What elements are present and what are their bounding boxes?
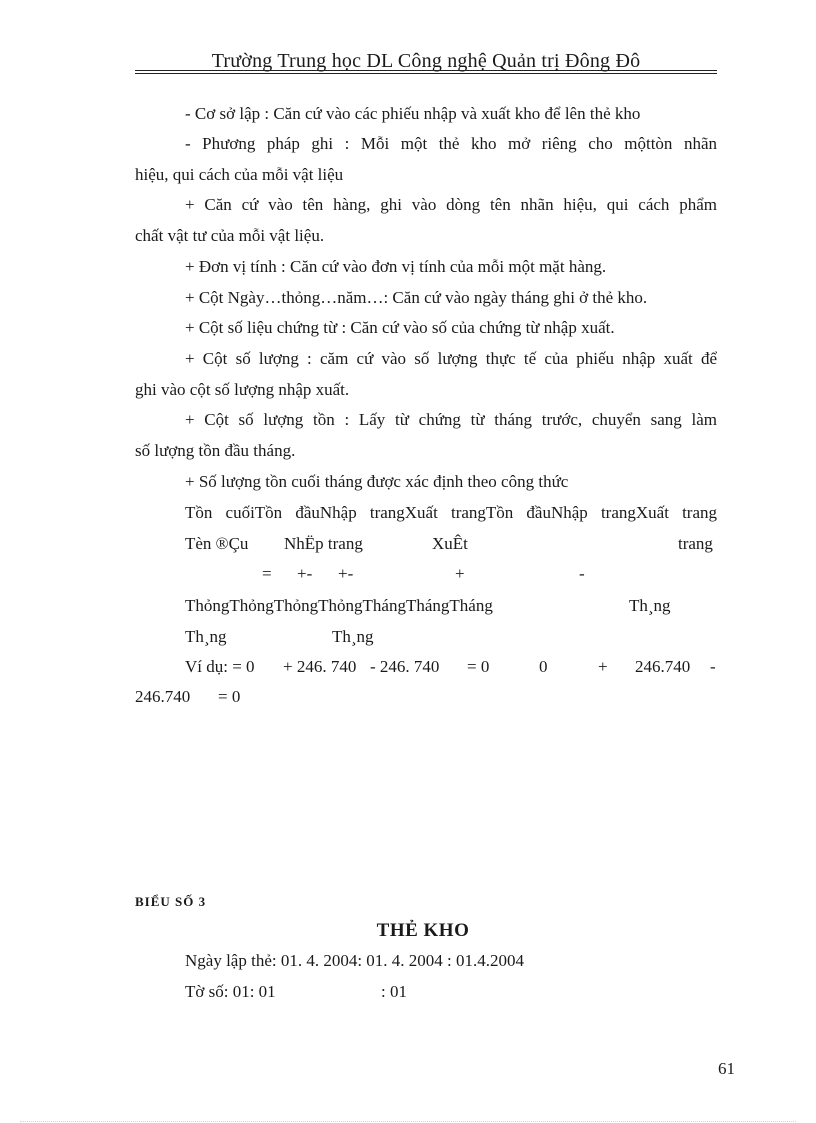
example-term-2: - 246. 740 xyxy=(370,657,440,676)
example-term-5: + xyxy=(598,657,608,676)
formula-row-4-b: Th¸ng xyxy=(629,596,671,615)
example-term-3: = 0 xyxy=(467,657,490,676)
formula-row-3-plus: + xyxy=(455,564,465,583)
body-line-7: + Cột Ngày…thỏng…năm…: Căn cứ vào ngày tháng ghi ở thẻ kho. xyxy=(185,288,648,307)
body-line-5: chất vật tư của mỗi vật liệu. xyxy=(135,226,325,245)
footer-divider xyxy=(20,1121,796,1122)
body-line-10: ghi vào cột số lượng nhập xuất. xyxy=(135,380,350,399)
formula-row-2-b: NhËp trang xyxy=(284,534,363,553)
body-line-8: + Cột số liệu chứng từ : Căn cứ vào số của chứng từ nhập xuất. xyxy=(185,318,615,337)
example-term-6: 246.740 xyxy=(635,657,691,676)
formula-row-3-minus: - xyxy=(579,564,585,583)
example-label: Ví dụ: = 0 xyxy=(185,657,255,676)
page-number: 61 xyxy=(718,1059,735,1078)
body-line-4: + Căn cứ vào tên hàng, ghi vào dòng tên nhãn hiệu, qui cách phẩm xyxy=(185,195,717,214)
header-rule-top xyxy=(135,70,717,71)
formula-row-3-eq: = xyxy=(262,564,272,583)
formula-row-1: Tồn cuốiTồn đầuNhập trangXuất trangTồn đầuNhập trangXuất trang xyxy=(185,503,717,522)
example-term-7: - xyxy=(710,657,716,676)
body-line-1: - Cơ sở lập : Căn cứ vào các phiếu nhập và xuất kho để lên thẻ kho xyxy=(185,104,641,123)
sheet-number-b: : 01 xyxy=(381,982,407,1001)
body-line-9: + Cột số lượng : căm cứ vào số lượng thực tế của phiếu nhập xuất để xyxy=(185,349,717,368)
section-title: THẺ KHO xyxy=(376,920,470,941)
body-line-6: + Đơn vị tính : Căn cứ vào đơn vị tính của mỗi một mặt hàng. xyxy=(185,257,607,276)
section-label: BIỂU SỐ 3 xyxy=(135,894,207,909)
example-line-2-a: 246.740 xyxy=(135,687,191,706)
sheet-number-a: Tờ số: 01: 01 xyxy=(185,982,276,1001)
body-line-12: số lượng tồn đầu tháng. xyxy=(135,441,296,460)
header-rule-bottom xyxy=(135,73,717,74)
body-line-3: hiệu, qui cách của mỗi vật liệu xyxy=(135,165,344,184)
body-line-11: + Cột số lượng tồn : Lấy từ chứng từ tháng trước, chuyển sang làm xyxy=(185,410,717,429)
formula-row-2-a: Tèn ®Çu xyxy=(185,534,249,553)
example-term-1: + 246. 740 xyxy=(283,657,357,676)
formula-row-5-b: Th¸ng xyxy=(332,627,374,646)
example-term-4: 0 xyxy=(539,657,548,676)
formula-row-3-pm-2: +- xyxy=(338,564,354,583)
page-header-title: Trường Trung học DL Công nghệ Quản trị Đông Đô xyxy=(211,50,641,72)
body-line-2: - Phương pháp ghi : Mỗi một thẻ kho mở riêng cho mộttòn nhãn xyxy=(185,134,717,153)
formula-row-2-d: trang xyxy=(678,534,713,553)
body-line-13: + Số lượng tồn cuối tháng được xác định theo công thức xyxy=(185,472,569,491)
formula-row-5-a: Th¸ng xyxy=(185,627,227,646)
formula-row-2-c: XuÊt xyxy=(432,534,468,553)
formula-row-4-a: ThỏngThỏngThỏngThỏngThángThángTháng xyxy=(185,596,493,615)
example-line-2-b: = 0 xyxy=(218,687,241,706)
date-line: Ngày lập thẻ: 01. 4. 2004: 01. 4. 2004 : 01.4.2004 xyxy=(185,951,525,970)
formula-row-3-pm-1: +- xyxy=(297,564,313,583)
